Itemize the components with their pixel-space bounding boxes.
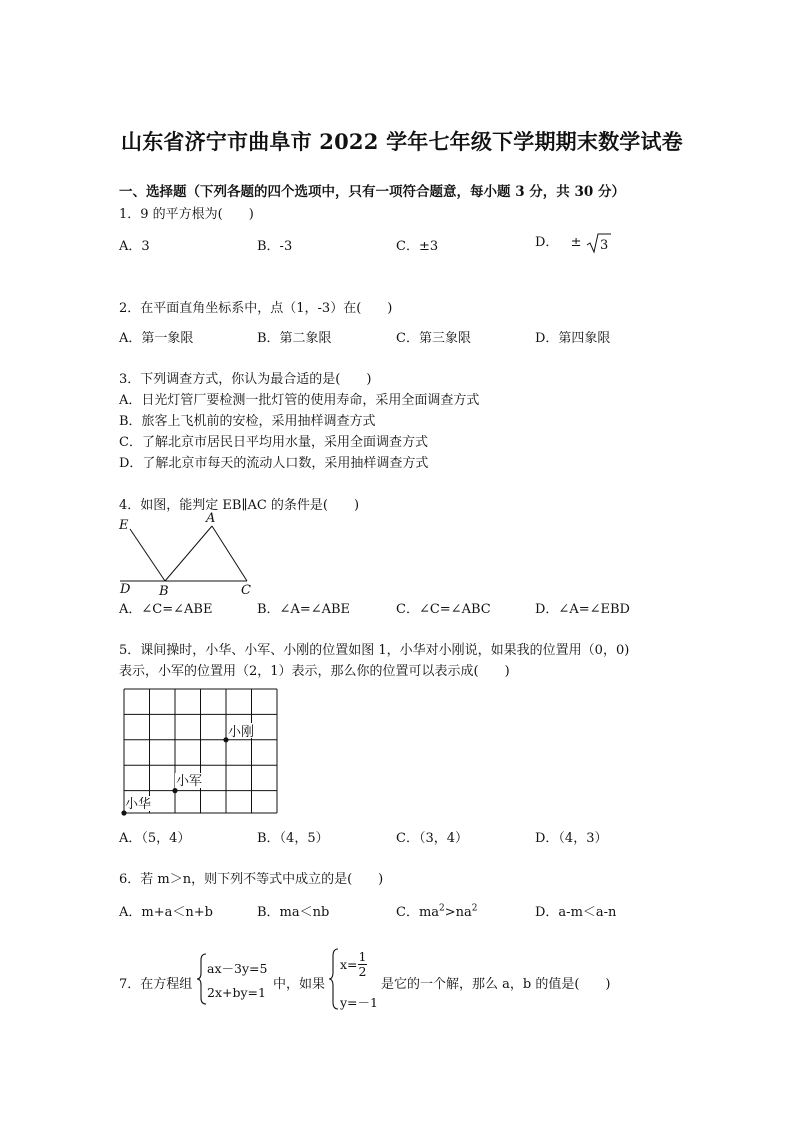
- question-5-stem-line2: 表示，小军的位置用（2，1）表示，那么你的位置可以表示成( ): [119, 664, 510, 679]
- question-2-option-d: D．第四象限: [535, 331, 611, 346]
- question-3-option-c: C．了解北京市居民日平均用水量，采用全面调查方式: [119, 435, 428, 450]
- segment-ba: [165, 526, 212, 581]
- plus-minus-sign: ±: [570, 235, 582, 250]
- fraction-denominator: 2: [358, 963, 367, 979]
- question-6-option-d: D．a-m＜a-n: [535, 905, 617, 920]
- option-c-text-1: C．ma: [396, 905, 440, 920]
- position-grid: [118, 686, 284, 818]
- solution-y: y=－1: [340, 995, 378, 1010]
- fraction-one-half: [358, 950, 368, 979]
- question-5-option-a: A．（5，4）: [119, 831, 191, 846]
- question-4-option-a: A．∠C=∠ABE: [119, 602, 213, 617]
- label-d: D: [120, 582, 131, 597]
- question-4-option-b: B．∠A=∠ABE: [257, 602, 351, 617]
- option-c-exponent-1: 2: [439, 903, 445, 914]
- radical-sign-icon: [586, 232, 612, 254]
- question-5-stem-line1: 5．课间操时，小华、小军、小刚的位置如图 1，小华对小刚说，如果我的位置用（0，0): [119, 643, 630, 658]
- grid-lines: [124, 689, 277, 813]
- question-3-option-d: D．了解北京市每天的流动人口数，采用抽样调查方式: [119, 456, 429, 471]
- question-4-option-c: C．∠C=∠ABC: [396, 602, 491, 617]
- left-brace-icon-2: [328, 948, 340, 1010]
- system-equation-1: ax－3y=5: [207, 961, 268, 976]
- label-xiaojun: 小军: [176, 774, 203, 789]
- option-c-text-2: >na: [444, 905, 472, 920]
- system-equation-2: 2x+by=1: [207, 985, 266, 1000]
- question-2-option-a: A．第一象限: [119, 331, 194, 346]
- option-c-exponent-2: 2: [471, 903, 478, 914]
- question-1-option-d: [535, 231, 612, 254]
- question-6-option-a: A．m+a＜n+b: [119, 905, 213, 920]
- fraction-numerator: 1: [358, 949, 367, 964]
- question-2-option-c: C．第三象限: [396, 331, 471, 346]
- question-3-option-b: B．旅客上飞机前的安检，采用抽样调查方式: [119, 414, 376, 429]
- label-xiaogang: 小刚: [228, 725, 255, 740]
- question-7-prefix: 7．在方程组: [119, 977, 193, 992]
- question-7-middle: 中，如果: [273, 977, 326, 992]
- label-a: A: [206, 511, 216, 526]
- solution-x-label: x=: [340, 956, 358, 972]
- question-5-option-b: B．（4，5）: [257, 831, 329, 846]
- segment-eb: [130, 529, 165, 581]
- question-1-stem: 1．9 的平方根为( ): [119, 207, 254, 222]
- question-4-stem: 4．如图，能判定 EB∥AC 的条件是( ): [119, 498, 360, 513]
- question-6-stem: 6．若 m＞n，则下列不等式中成立的是( ): [119, 872, 384, 887]
- question-5-option-d: D．（4，3）: [535, 831, 608, 846]
- square-root: [586, 232, 612, 254]
- label-e: E: [119, 518, 129, 533]
- label-b: B: [159, 584, 169, 598]
- section-heading: 一、选择题（下列各题的四个选项中，只有一项符合题意，每小题 3 分，共 30 分）: [119, 184, 625, 200]
- question-7-suffix: 是它的一个解，那么 a，b 的值是( ): [381, 977, 611, 992]
- question-1-option-b: B．-3: [257, 239, 293, 254]
- segment-ac: [212, 526, 247, 581]
- question-3-option-a: A．日光灯管厂要检测一批灯管的使用寿命，采用全面调查方式: [119, 393, 480, 408]
- radicand: 3: [599, 237, 608, 253]
- question-2-option-b: B．第二象限: [257, 331, 332, 346]
- solution-x: [340, 950, 367, 979]
- option-d-prefix: D．: [535, 235, 559, 250]
- label-xiaohua: 小华: [125, 797, 152, 812]
- question-1-option-a: A．3: [119, 239, 150, 254]
- question-1-option-c: C．±3: [396, 239, 439, 254]
- exam-title: 山东省济宁市曲阜市 2022 学年七年级下学期期末数学试卷: [121, 129, 683, 154]
- question-2-stem: 2．在平面直角坐标系中，点（1，-3）在( ): [119, 301, 393, 316]
- question-6-option-c: [396, 901, 478, 920]
- question-6-option-b: B．ma＜nb: [257, 905, 330, 920]
- question-4-option-d: D．∠A=∠EBD: [535, 602, 630, 617]
- question-3-stem: 3．下列调查方式，你认为最合适的是( ): [119, 372, 372, 387]
- label-c: C: [241, 583, 251, 598]
- question-5-option-c: C．（3，4）: [396, 831, 468, 846]
- geometry-figure: [112, 510, 262, 598]
